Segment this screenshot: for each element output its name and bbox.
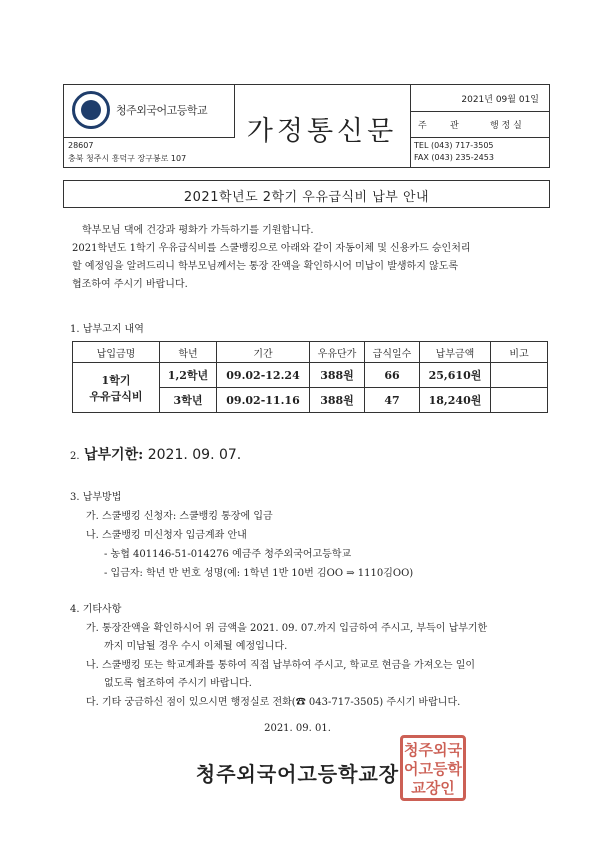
bank-account: - 농협 401146-51-014276 예금주 청주외국어고등학교 <box>104 549 352 560</box>
intro-line-1: 학부모님 댁에 건강과 평화가 가득하기를 기원합니다. <box>82 225 314 236</box>
banner-cell <box>234 85 411 167</box>
postcode: 28607 <box>68 141 94 150</box>
table-row <box>73 363 548 388</box>
official-seal-stamp <box>400 735 466 801</box>
school-address: 충북 청주시 흥덕구 장구봉로 107 <box>68 154 187 163</box>
school-cell <box>64 85 235 138</box>
table-header-row <box>73 342 548 363</box>
note-b-line-1: 나. 스쿨뱅킹 또는 학교계좌를 통하여 직접 납부하여 주시고, 학교로 현금을 가져오는 일이 <box>86 660 476 671</box>
item-name-line-2: 우유급식비 <box>89 389 143 403</box>
supervisor-label-1: 주 <box>418 121 427 131</box>
intro-line-4: 협조하여 주시기 바랍니다. <box>72 279 188 290</box>
page-title: 가정통신문 <box>246 116 398 147</box>
amount-cell: 25,610원 <box>420 363 491 388</box>
col-header: 비고 <box>491 342 548 363</box>
due-date-value: 2021. 09. 07. <box>147 447 242 463</box>
section-4-heading: 4. 기타사항 <box>70 604 122 615</box>
col-header: 납입금명 <box>73 342 160 363</box>
item-name-line-1: 1학기 <box>101 373 131 387</box>
payment-method-a: 가. 스쿨뱅킹 신청자: 스쿨뱅킹 통장에 입금 <box>86 511 273 522</box>
issue-date: 2021년 09월 01일 <box>461 95 539 105</box>
school-name: 청주외국어고등학교 <box>116 104 208 117</box>
note-a-line-2: 까지 미납될 경우 수시 이체될 예정입니다. <box>104 641 288 652</box>
school-emblem-icon <box>72 91 110 129</box>
note-c: 다. 기타 궁금하신 점이 있으시면 행정실로 전화(☎ 043-717-3505) 주시기 바랍니다. <box>86 697 461 708</box>
notice-title: 2021학년도 2학기 우유급식비 납부 안내 <box>183 190 430 205</box>
note-cell <box>491 388 548 413</box>
fee-table <box>72 341 548 413</box>
depositor-format: - 입금자: 학년 반 번호 성명(예: 1학년 1반 10번 김OO ⇒ 1110김OO) <box>104 568 414 579</box>
letterhead <box>63 84 550 168</box>
grade-cell: 1,2학년 <box>160 363 217 388</box>
period-cell: 09.02-12.24 <box>217 363 310 388</box>
notice-title-box <box>63 180 550 208</box>
info-cell <box>410 85 549 167</box>
amount-cell: 18,240원 <box>420 388 491 413</box>
note-b-line-2: 없도록 협조하여 주시기 바랍니다. <box>104 678 252 689</box>
col-header: 학년 <box>160 342 217 363</box>
principal-signature: 청주외국어고등학교장 <box>195 762 400 786</box>
section-3-heading: 3. 납부방법 <box>70 492 122 503</box>
intro-line-3: 할 예정임을 알려드리니 학부모님께서는 통장 잔액을 확인하시어 미납이 발생하지 않도록 <box>72 261 459 272</box>
supervisor-label-2: 관 <box>450 121 459 131</box>
price-cell: 388원 <box>310 363 365 388</box>
price-cell: 388원 <box>310 388 365 413</box>
phone-number: TEL (043) 717-3505 <box>414 141 494 150</box>
days-cell: 66 <box>365 363 420 388</box>
col-header: 기간 <box>217 342 310 363</box>
col-header: 우유단가 <box>310 342 365 363</box>
section-1-heading: 1. 납부고지 내역 <box>70 324 144 335</box>
sign-date: 2021. 09. 01. <box>264 723 331 734</box>
col-header: 납부금액 <box>420 342 491 363</box>
due-date-line <box>70 444 241 464</box>
grade-cell: 3학년 <box>160 388 217 413</box>
supervisor-value: 행 정 실 <box>490 121 522 131</box>
period-cell: 09.02-11.16 <box>217 388 310 413</box>
item-name-cell <box>73 363 160 413</box>
note-a-line-1: 가. 통장잔액을 확인하시어 위 금액을 2021. 09. 07.까지 입금하여 주시고, 부득이 납부기한 <box>86 623 488 634</box>
payment-method-b: 나. 스쿨뱅킹 미신청자 입금계좌 안내 <box>86 530 247 541</box>
days-cell: 47 <box>365 388 420 413</box>
note-cell <box>491 363 548 388</box>
fax-number: FAX (043) 235-2453 <box>414 153 494 162</box>
due-date-label: 납부기한: <box>84 447 144 463</box>
col-header: 급식일수 <box>365 342 420 363</box>
stamp-text: 청주외국 어고등학 교장인 <box>404 741 462 797</box>
intro-line-2: 2021학년도 1학기 우유급식비를 스쿨뱅킹으로 아래와 같이 자동이체 및 신용카드 승인처리 <box>72 243 471 254</box>
section-2-number: 2. <box>70 451 80 462</box>
